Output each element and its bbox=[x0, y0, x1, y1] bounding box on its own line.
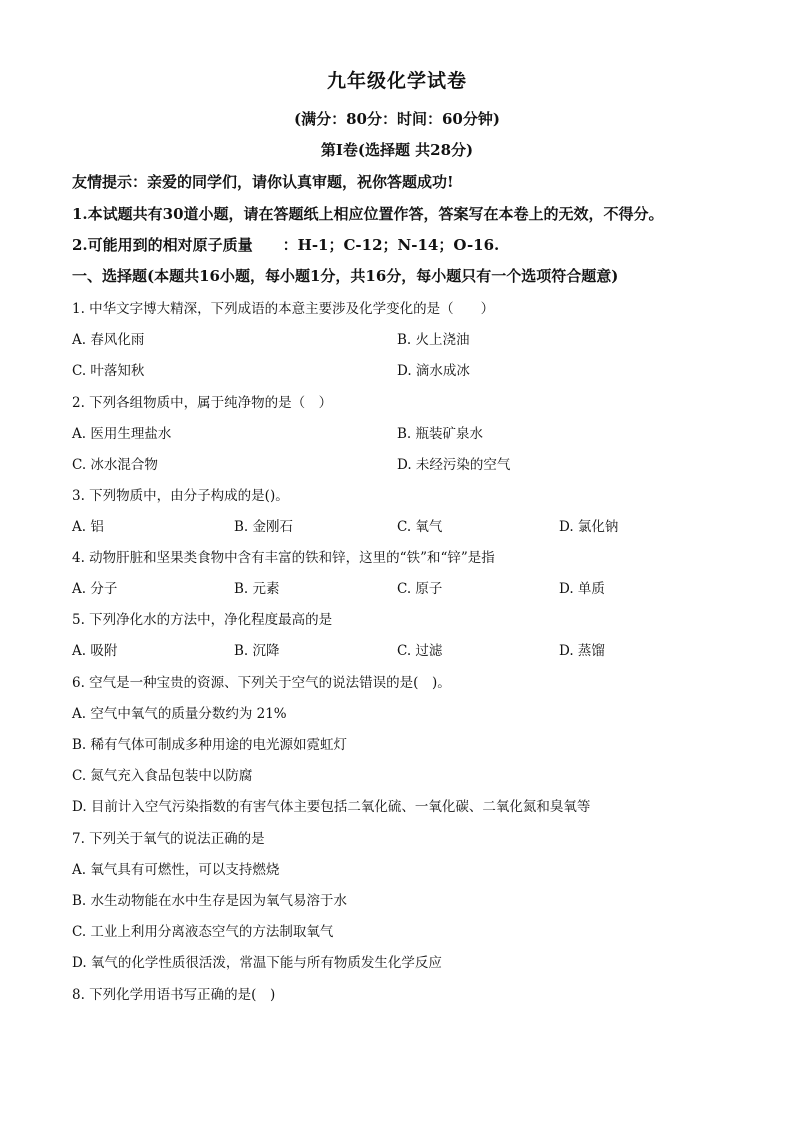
question-5-stem: 5. 下列净化水的方法中，净化程度最高的是 bbox=[72, 612, 333, 628]
question-3-option-d[interactable]: D. 氯化钠 bbox=[559, 519, 619, 535]
question-5-option-d[interactable]: D. 蒸馏 bbox=[559, 643, 605, 659]
friendly-tip: 友情提示：亲爱的同学们，请你认真审题，祝你答题成功! bbox=[72, 173, 454, 191]
section-heading: 第Ⅰ卷(选择题 共28分) bbox=[320, 141, 474, 159]
question-6-option-a[interactable]: A. 空气中氧气的质量分数约为 21% bbox=[72, 706, 287, 722]
question-1-option-c[interactable]: C. 叶落知秋 bbox=[72, 363, 145, 379]
question-1-option-d[interactable]: D. 滴水成冰 bbox=[397, 363, 470, 379]
question-5-option-a[interactable]: A. 吸附 bbox=[72, 643, 118, 659]
instruction-2: 2.可能用到的相对原子质量 ：H-1；C-12；N-14；O-16. bbox=[72, 236, 500, 254]
question-6-option-c[interactable]: C. 氮气充入食品包装中以防腐 bbox=[72, 768, 253, 784]
question-3-stem: 3. 下列物质中，由分子构成的是()。 bbox=[72, 488, 289, 504]
question-5-option-c[interactable]: C. 过滤 bbox=[397, 643, 443, 659]
question-2-option-d[interactable]: D. 未经污染的空气 bbox=[397, 457, 511, 473]
question-4-option-b[interactable]: B. 元素 bbox=[234, 581, 280, 597]
question-1-option-a[interactable]: A. 春风化雨 bbox=[72, 332, 145, 348]
question-1-stem: 1. 中华文字博大精深，下列成语的本意主要涉及化学变化的是（ ） bbox=[72, 301, 495, 317]
question-2-stem: 2. 下列各组物质中，属于纯净物的是（ ） bbox=[72, 395, 333, 411]
question-6-option-d[interactable]: D. 目前计入空气污染指数的有害气体主要包括二氧化硫、一氧化碳、二氧化氮和臭氧等 bbox=[72, 799, 591, 815]
question-7-option-d[interactable]: D. 氧气的化学性质很活泼，常温下能与所有物质发生化学反应 bbox=[72, 955, 442, 971]
question-4-option-a[interactable]: A. 分子 bbox=[72, 581, 118, 597]
part-heading: 一、选择题(本题共16小题，每小题1分，共16分，每小题只有一个选项符合题意) bbox=[72, 267, 619, 285]
question-3-option-c[interactable]: C. 氧气 bbox=[397, 519, 443, 535]
question-6-option-b[interactable]: B. 稀有气体可制成多种用途的电光源如霓虹灯 bbox=[72, 737, 348, 753]
question-3-option-a[interactable]: A. 铝 bbox=[72, 519, 104, 535]
question-4-option-d[interactable]: D. 单质 bbox=[559, 581, 605, 597]
question-7-option-c[interactable]: C. 工业上利用分离液态空气的方法制取氧气 bbox=[72, 924, 334, 940]
question-3-option-b[interactable]: B. 金刚石 bbox=[234, 519, 294, 535]
question-7-stem: 7. 下列关于氧气的说法正确的是 bbox=[72, 831, 265, 847]
instruction-1: 1.本试题共有30道小题，请在答题纸上相应位置作答，答案写在本卷上的无效，不得分。 bbox=[72, 205, 664, 223]
question-4-option-c[interactable]: C. 原子 bbox=[397, 581, 443, 597]
question-4-stem: 4. 动物肝脏和坚果类食物中含有丰富的铁和锌，这里的“铁”和“锌”是指 bbox=[72, 550, 495, 566]
question-2-option-a[interactable]: A. 医用生理盐水 bbox=[72, 426, 172, 442]
question-1-option-b[interactable]: B. 火上浇油 bbox=[397, 332, 470, 348]
question-2-option-c[interactable]: C. 冰水混合物 bbox=[72, 457, 158, 473]
question-7-option-a[interactable]: A. 氧气具有可燃性，可以支持燃烧 bbox=[72, 862, 280, 878]
score-time-info: (满分：80分：时间：60分钟) bbox=[294, 110, 500, 128]
exam-title: 九年级化学试卷 bbox=[326, 70, 467, 92]
question-2-option-b[interactable]: B. 瓶装矿泉水 bbox=[397, 426, 484, 442]
question-7-option-b[interactable]: B. 水生动物能在水中生存是因为氧气易溶于水 bbox=[72, 893, 348, 909]
question-5-option-b[interactable]: B. 沉降 bbox=[234, 643, 280, 659]
question-6-stem: 6. 空气是一种宝贵的资源、下列关于空气的说法错误的是( )。 bbox=[72, 675, 451, 691]
question-8-stem: 8. 下列化学用语书写正确的是( ) bbox=[72, 987, 276, 1003]
